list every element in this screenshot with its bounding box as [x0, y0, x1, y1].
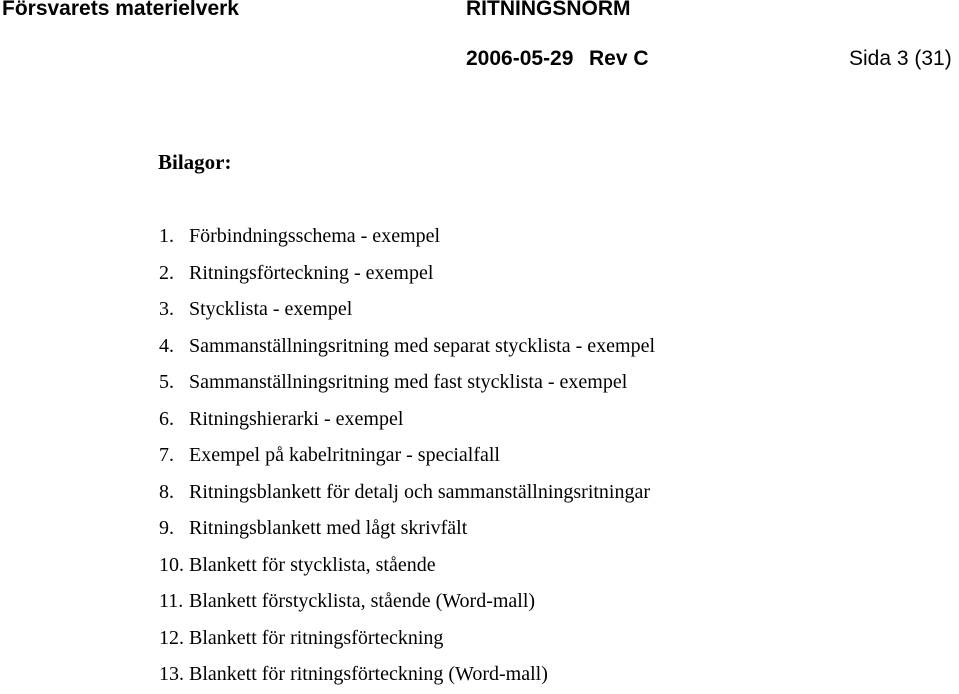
organization-name: Försvarets materielverk — [2, 0, 239, 20]
list-item-title: Sammanställningsritning med fast stycklista - exempel — [189, 371, 628, 393]
list-item-number: 8. — [159, 480, 174, 503]
list-item-title: Ritningshierarki - exempel — [189, 407, 404, 430]
list-item-title: Sammanställningsritning med separat stycklista - exempel — [189, 334, 656, 357]
list-item-number: 13. — [159, 663, 184, 685]
list-item-title: Blankett för stycklista, stående — [189, 553, 436, 576]
document-revision: Rev C — [589, 47, 649, 70]
list-item-number: 9. — [159, 517, 174, 539]
list-item-title: Blankett för ritningsförteckning — [189, 626, 444, 649]
list-item-number: 4. — [159, 334, 174, 357]
list-item-title: Ritningsblankett för detalj och sammanställningsritningar — [189, 480, 651, 503]
list-item-number: 5. — [159, 371, 174, 393]
document-title: RITNINGSNORM — [466, 0, 631, 20]
list-item-number: 11. — [159, 590, 184, 612]
list-item-title: Stycklista - exempel — [189, 298, 353, 320]
list-item-number: 12. — [159, 626, 184, 649]
list-item-title: Ritningsblankett med lågt skrivfält — [189, 517, 468, 539]
page-number: Sida 3 (31) — [849, 47, 952, 70]
appendices-heading: Bilagor: — [158, 150, 232, 174]
list-item-number: 3. — [159, 298, 174, 320]
list-item-title: Ritningsförteckning - exempel — [189, 261, 434, 284]
list-item-title: Blankett för ritningsförteckning (Word-mall) — [189, 663, 548, 685]
list-item-number: 7. — [159, 444, 174, 466]
list-item-number: 2. — [159, 261, 174, 284]
list-item-number: 10. — [159, 553, 184, 576]
list-item-number: 1. — [159, 225, 174, 247]
list-item-number: 6. — [159, 407, 174, 430]
list-item-title: Blankett förstycklista, stående (Word-mall) — [189, 590, 536, 612]
list-item-title: Exempel på kabelritningar - specialfall — [189, 444, 500, 466]
list-item-title: Förbindningsschema - exempel — [189, 225, 441, 247]
document-date: 2006-05-29 — [466, 47, 574, 70]
